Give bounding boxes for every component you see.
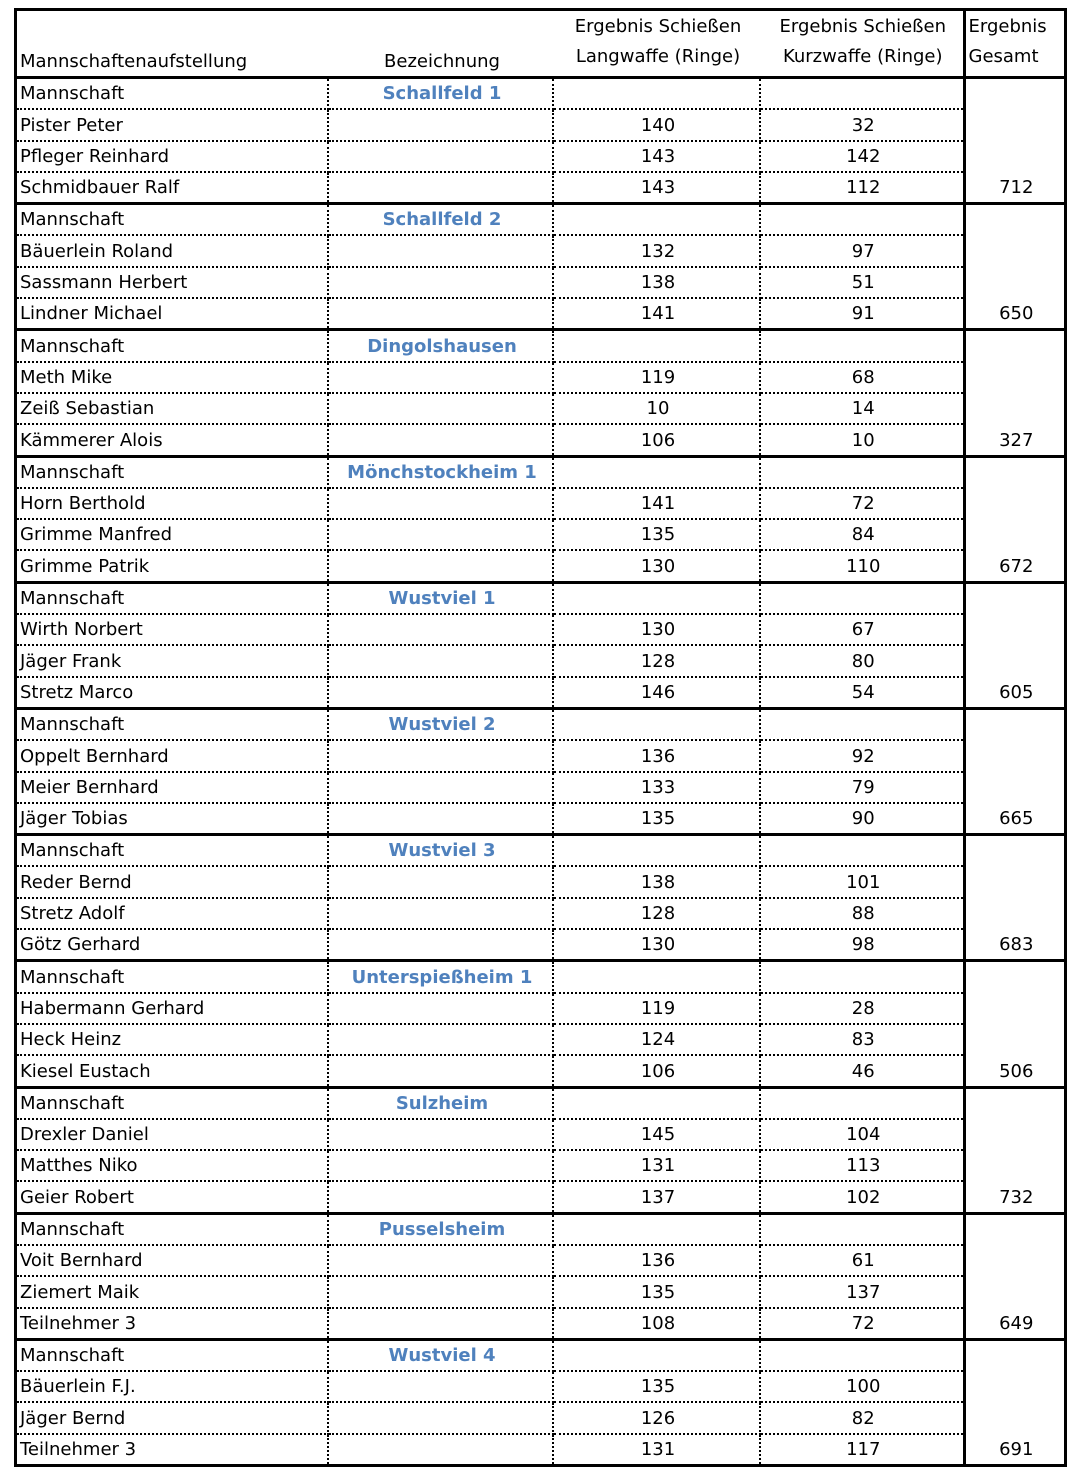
empty-cell: [553, 1213, 760, 1245]
long-gun-score: 136: [553, 740, 760, 771]
team-name: Schallfeld 1: [328, 78, 553, 110]
team-label: Mannschaft: [17, 708, 328, 740]
long-gun-score: 128: [553, 898, 760, 929]
team-total: 649: [964, 1213, 1064, 1339]
team-name: Wustviel 4: [328, 1339, 553, 1371]
team-total: 650: [964, 204, 1064, 330]
member-name: Götz Gerhard: [17, 929, 328, 961]
member-name: Ziemert Maik: [17, 1276, 328, 1307]
short-gun-score: 102: [760, 1181, 964, 1213]
header-total-line2: Gesamt: [968, 46, 1039, 67]
team-label: Mannschaft: [17, 961, 328, 993]
short-gun-score: 110: [760, 550, 964, 582]
member-row: [17, 614, 1064, 645]
member-name: Stretz Adolf: [17, 898, 328, 929]
member-row: [17, 803, 1064, 835]
team-label: Mannschaft: [17, 835, 328, 867]
member-row: [17, 519, 1064, 550]
long-gun-score: 10: [553, 393, 760, 424]
short-gun-score: 83: [760, 1024, 964, 1055]
header-long-gun-line2: Langwaffe (Ringe): [575, 46, 741, 67]
empty-cell: [328, 1276, 553, 1307]
empty-cell: [328, 772, 553, 803]
short-gun-score: 137: [760, 1276, 964, 1307]
long-gun-score: 141: [553, 298, 760, 330]
empty-cell: [328, 677, 553, 709]
long-gun-score: 132: [553, 235, 760, 266]
team-header-row: [17, 708, 1064, 740]
member-row: [17, 235, 1064, 266]
table-body: [17, 78, 1064, 1465]
short-gun-score: 68: [760, 362, 964, 393]
team-header-row: [17, 1339, 1064, 1371]
member-name: Jäger Tobias: [17, 803, 328, 835]
long-gun-score: 141: [553, 488, 760, 519]
member-name: Schmidbauer Ralf: [17, 172, 328, 204]
member-row: [17, 1371, 1064, 1402]
header-short-gun-line1: Ergebnis Schießen: [779, 16, 947, 37]
long-gun-score: 106: [553, 1055, 760, 1087]
long-gun-score: 136: [553, 1245, 760, 1276]
empty-cell: [328, 645, 553, 676]
member-name: Horn Berthold: [17, 488, 328, 519]
empty-cell: [328, 235, 553, 266]
team-name: Pusselsheim: [328, 1213, 553, 1245]
empty-cell: [328, 1434, 553, 1464]
team-name: Unterspießheim 1: [328, 961, 553, 993]
short-gun-score: 79: [760, 772, 964, 803]
empty-cell: [553, 708, 760, 740]
short-gun-score: 54: [760, 677, 964, 709]
header-short-gun-line2: Kurzwaffe (Ringe): [782, 46, 943, 67]
member-row: [17, 550, 1064, 582]
empty-cell: [328, 898, 553, 929]
long-gun-score: 133: [553, 772, 760, 803]
team-label: Mannschaft: [17, 1213, 328, 1245]
team-name: Schallfeld 2: [328, 204, 553, 236]
team-label: Mannschaft: [17, 330, 328, 362]
empty-cell: [328, 267, 553, 298]
short-gun-score: 104: [760, 1119, 964, 1150]
team-total: 732: [964, 1087, 1064, 1213]
member-row: [17, 677, 1064, 709]
team-name: Wustviel 2: [328, 708, 553, 740]
member-name: Kiesel Eustach: [17, 1055, 328, 1087]
empty-cell: [553, 582, 760, 614]
empty-cell: [328, 141, 553, 172]
member-name: Heck Heinz: [17, 1024, 328, 1055]
short-gun-score: 91: [760, 298, 964, 330]
long-gun-score: 137: [553, 1181, 760, 1213]
member-name: Stretz Marco: [17, 677, 328, 709]
short-gun-score: 97: [760, 235, 964, 266]
empty-cell: [328, 298, 553, 330]
empty-cell: [328, 1308, 553, 1340]
member-name: Teilnehmer 3: [17, 1308, 328, 1340]
long-gun-score: 119: [553, 362, 760, 393]
empty-cell: [328, 993, 553, 1024]
member-row: [17, 898, 1064, 929]
member-name: Jäger Frank: [17, 645, 328, 676]
header-designation: Bezeichnung: [328, 11, 553, 78]
team-header-row: [17, 456, 1064, 488]
empty-cell: [328, 1402, 553, 1433]
long-gun-score: 138: [553, 866, 760, 897]
empty-cell: [760, 1213, 964, 1245]
member-row: [17, 1402, 1064, 1433]
member-name: Sassmann Herbert: [17, 267, 328, 298]
empty-cell: [328, 488, 553, 519]
member-row: [17, 929, 1064, 961]
header-row: [17, 11, 1064, 78]
member-name: Grimme Patrik: [17, 550, 328, 582]
member-row: [17, 109, 1064, 140]
empty-cell: [553, 78, 760, 110]
empty-cell: [553, 1339, 760, 1371]
member-row: [17, 141, 1064, 172]
member-row: [17, 1055, 1064, 1087]
long-gun-score: 135: [553, 1371, 760, 1402]
team-total: 712: [964, 78, 1064, 204]
empty-cell: [328, 519, 553, 550]
empty-cell: [328, 550, 553, 582]
member-name: Oppelt Bernhard: [17, 740, 328, 771]
empty-cell: [553, 961, 760, 993]
empty-cell: [553, 456, 760, 488]
empty-cell: [760, 961, 964, 993]
long-gun-score: 138: [553, 267, 760, 298]
team-header-row: [17, 1087, 1064, 1119]
team-total: 327: [964, 330, 1064, 456]
member-row: [17, 1308, 1064, 1340]
short-gun-score: 51: [760, 267, 964, 298]
short-gun-score: 72: [760, 1308, 964, 1340]
empty-cell: [760, 708, 964, 740]
empty-cell: [760, 456, 964, 488]
member-name: Jäger Bernd: [17, 1402, 328, 1433]
member-name: Reder Bernd: [17, 866, 328, 897]
member-name: Pfleger Reinhard: [17, 141, 328, 172]
team-name: Sulzheim: [328, 1087, 553, 1119]
member-row: [17, 362, 1064, 393]
long-gun-score: 130: [553, 550, 760, 582]
member-name: Meth Mike: [17, 362, 328, 393]
member-row: [17, 1245, 1064, 1276]
short-gun-score: 67: [760, 614, 964, 645]
long-gun-score: 135: [553, 803, 760, 835]
member-name: Wirth Norbert: [17, 614, 328, 645]
long-gun-score: 143: [553, 141, 760, 172]
short-gun-score: 80: [760, 645, 964, 676]
team-header-row: [17, 1213, 1064, 1245]
team-header-row: [17, 78, 1064, 110]
long-gun-score: 145: [553, 1119, 760, 1150]
long-gun-score: 108: [553, 1308, 760, 1340]
short-gun-score: 82: [760, 1402, 964, 1433]
long-gun-score: 143: [553, 172, 760, 204]
empty-cell: [553, 204, 760, 236]
short-gun-score: 10: [760, 424, 964, 456]
empty-cell: [328, 109, 553, 140]
results-table-container: [14, 8, 1067, 1467]
member-row: [17, 740, 1064, 771]
empty-cell: [553, 835, 760, 867]
member-name: Zeiß Sebastian: [17, 393, 328, 424]
member-name: Geier Robert: [17, 1181, 328, 1213]
short-gun-score: 98: [760, 929, 964, 961]
member-name: Grimme Manfred: [17, 519, 328, 550]
empty-cell: [328, 1024, 553, 1055]
long-gun-score: 119: [553, 993, 760, 1024]
long-gun-score: 131: [553, 1434, 760, 1464]
empty-cell: [760, 204, 964, 236]
member-name: Bäuerlein F.J.: [17, 1371, 328, 1402]
team-header-row: [17, 330, 1064, 362]
long-gun-score: 135: [553, 519, 760, 550]
empty-cell: [328, 362, 553, 393]
empty-cell: [760, 1339, 964, 1371]
member-name: Bäuerlein Roland: [17, 235, 328, 266]
team-label: Mannschaft: [17, 78, 328, 110]
short-gun-score: 84: [760, 519, 964, 550]
long-gun-score: 130: [553, 929, 760, 961]
empty-cell: [328, 393, 553, 424]
empty-cell: [328, 740, 553, 771]
member-row: [17, 393, 1064, 424]
team-name: Wustviel 3: [328, 835, 553, 867]
member-row: [17, 1181, 1064, 1213]
member-row: [17, 488, 1064, 519]
member-name: Lindner Michael: [17, 298, 328, 330]
team-header-row: [17, 204, 1064, 236]
short-gun-score: 100: [760, 1371, 964, 1402]
short-gun-score: 32: [760, 109, 964, 140]
short-gun-score: 112: [760, 172, 964, 204]
member-name: Teilnehmer 3: [17, 1434, 328, 1464]
empty-cell: [760, 78, 964, 110]
short-gun-score: 101: [760, 866, 964, 897]
member-name: Meier Bernhard: [17, 772, 328, 803]
long-gun-score: 131: [553, 1150, 760, 1181]
member-name: Habermann Gerhard: [17, 993, 328, 1024]
member-row: [17, 645, 1064, 676]
short-gun-score: 117: [846, 1439, 881, 1461]
team-label: Mannschaft: [17, 204, 328, 236]
empty-cell: [328, 1119, 553, 1150]
team-name: Mönchstockheim 1: [328, 456, 553, 488]
member-name: Matthes Niko: [17, 1150, 328, 1181]
empty-cell: [328, 424, 553, 456]
header-total-line1: Ergebnis: [968, 16, 1047, 37]
empty-cell: [760, 330, 964, 362]
member-row: [17, 424, 1064, 456]
member-name: Pister Peter: [17, 109, 328, 140]
member-row: [17, 993, 1064, 1024]
header-long-gun: [553, 11, 760, 78]
short-gun-score: 72: [760, 488, 964, 519]
empty-cell: [328, 929, 553, 961]
empty-cell: [760, 835, 964, 867]
team-total: 605: [964, 582, 1064, 708]
empty-cell: [760, 582, 964, 614]
member-name: Drexler Daniel: [17, 1119, 328, 1150]
member-row: [17, 1150, 1064, 1181]
long-gun-score: 124: [553, 1024, 760, 1055]
long-gun-score: 146: [553, 677, 760, 709]
team-header-row: [17, 835, 1064, 867]
member-row: [17, 866, 1064, 897]
team-label: Mannschaft: [17, 1087, 328, 1119]
member-row: [17, 172, 1064, 204]
member-row: [17, 1119, 1064, 1150]
member-name: Kämmerer Alois: [17, 424, 328, 456]
header-team-lineup: Mannschaftenaufstellung: [17, 11, 328, 78]
team-label: Mannschaft: [17, 1339, 328, 1371]
long-gun-score: 130: [553, 614, 760, 645]
team-total: 691: [964, 1339, 1064, 1464]
empty-cell: [328, 1055, 553, 1087]
team-header-row: [17, 961, 1064, 993]
team-name: Wustviel 1: [328, 582, 553, 614]
long-gun-score: 126: [553, 1402, 760, 1433]
team-total: 506: [964, 961, 1064, 1087]
empty-cell: [553, 330, 760, 362]
team-header-row: [17, 582, 1064, 614]
team-label: Mannschaft: [17, 456, 328, 488]
header-total: [964, 11, 1064, 78]
short-gun-score: 46: [760, 1055, 964, 1087]
empty-cell: [760, 1087, 964, 1119]
empty-cell: [553, 1087, 760, 1119]
team-label: Mannschaft: [17, 582, 328, 614]
header-long-gun-line1: Ergebnis Schießen: [574, 16, 742, 37]
empty-cell: [328, 866, 553, 897]
short-gun-score: 113: [760, 1150, 964, 1181]
member-row: [17, 1276, 1064, 1307]
team-total: 683: [964, 835, 1064, 961]
long-gun-score: 128: [553, 645, 760, 676]
member-row: [17, 1024, 1064, 1055]
empty-cell: [328, 1181, 553, 1213]
member-name: Voit Bernhard: [17, 1245, 328, 1276]
short-gun-score: 142: [760, 141, 964, 172]
short-gun-score: 92: [760, 740, 964, 771]
header-short-gun: [760, 11, 964, 78]
member-row: [17, 298, 1064, 330]
short-gun-score: 90: [760, 803, 964, 835]
member-row: [17, 1434, 1064, 1464]
team-total: 665: [964, 708, 1064, 834]
short-gun-score: 28: [760, 993, 964, 1024]
member-row: [17, 267, 1064, 298]
team-name: Dingolshausen: [328, 330, 553, 362]
empty-cell: [328, 1245, 553, 1276]
empty-cell: [328, 1371, 553, 1402]
long-gun-score: 135: [553, 1276, 760, 1307]
empty-cell: [328, 172, 553, 204]
empty-cell: [328, 1150, 553, 1181]
empty-cell: [328, 614, 553, 645]
long-gun-score: 106: [553, 424, 760, 456]
member-row: [17, 772, 1064, 803]
team-total: 672: [964, 456, 1064, 582]
short-gun-score: 61: [760, 1245, 964, 1276]
empty-cell: [328, 803, 553, 835]
short-gun-score: 88: [760, 898, 964, 929]
short-gun-score: 14: [760, 393, 964, 424]
long-gun-score: 140: [553, 109, 760, 140]
results-table: [17, 11, 1064, 1464]
